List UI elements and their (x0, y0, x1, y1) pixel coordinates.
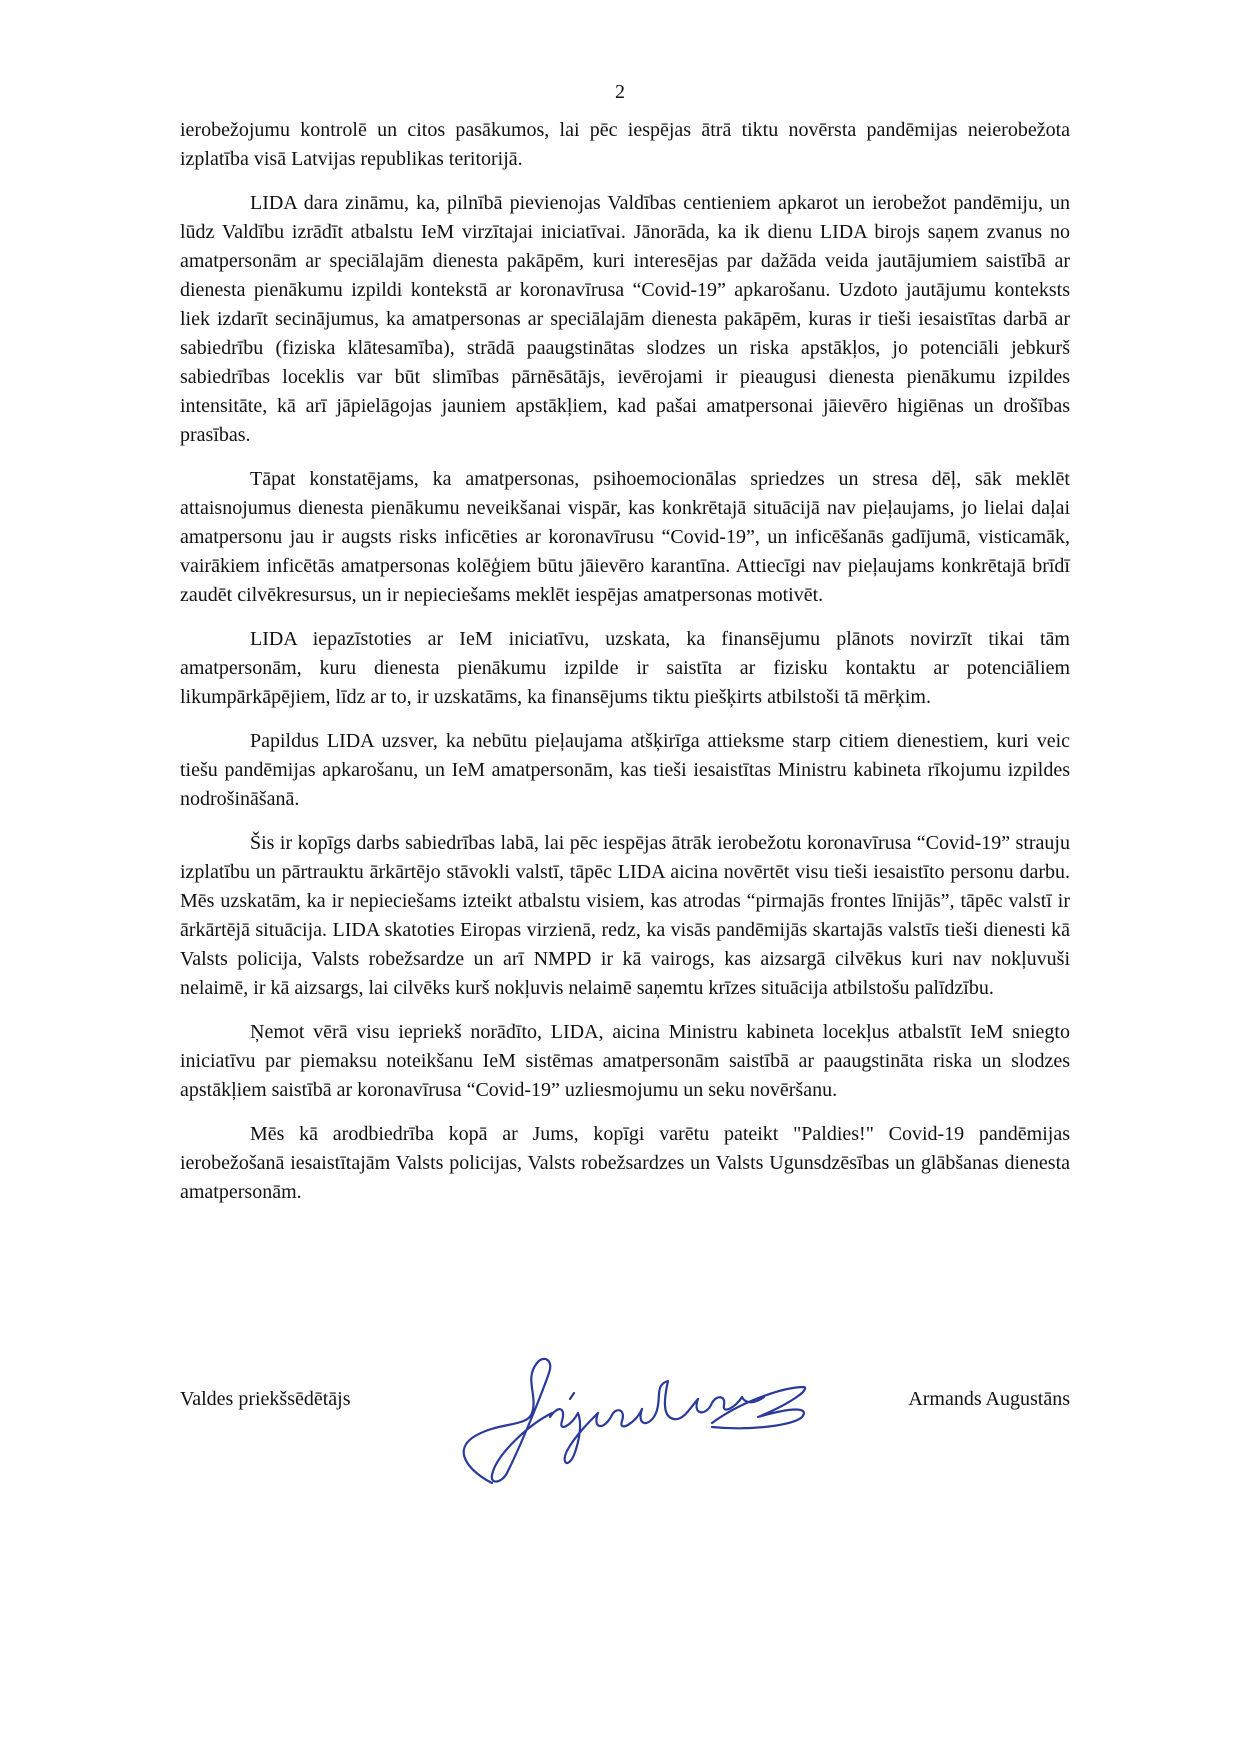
letter-body (180, 116, 1070, 1222)
paragraph-stress-concerns: Tāpat konstatējams, ka amatpersonas, psihoemocionālas spriedzes un stresa dēļ, sāk meklēt attaisnojumus dienesta pienākumu neveikšanai vispār, kas konkrētajā situācijā nav pieļaujams, jo lielai daļai amatpersonu jau ir augsts risks inficēties ar koronavīrusu “Covid-19”, un inficēšanās gadījumā, visticamāk, vairākiem inficētās amatpersonas kolēģiem būtu jāievēro karantīna. Attiecīgi nav pieļaujams konkrētajā brīdī zaudēt cilvēkresursus, un ir nepieciešams meklēt iespējas amatpersonas motivēt. (180, 468, 1070, 606)
paragraph-support-statement: LIDA dara zināmu, ka, pilnībā pievienojas Valdības centieniem apkarot un ierobežot pandēmiju, un lūdz Valdību izrādīt atbalstu IeM virzītajai iniciatīvai. Jānorāda, ka ik dienu LIDA birojs saņem zvanus no amatpersonām ar speciālajām dienesta pakāpēm, kuri interesējas par dažāda veida jautājumiem saistībā ar dienesta pienākumu izpildi kontekstā ar koronavīrusa “Covid-19” apkarošanu. Uzdoto jautājumu konteksts liek izdarīt secinājumus, ka amatpersonas ar speciālajām dienesta pakāpēm, kuras ir tieši iesaistītas darbā ar sabiedrību (fiziska klātesamība), strādā paaugstinātas slodzes un riska apstākļos, jo potenciāli jebkurš sabiedrības loceklis var būt slimības pārnēsātājs, ievērojami ir pieaugusi dienesta pienākumu izpildes intensitāte, kā arī jāpielāgojas jauniem apstākļiem, kad pašai amatpersonai jāievēro higiēnas un drošības prasības. (180, 192, 1070, 446)
paragraph-thanks: Mēs kā arodbiedrība kopā ar Jums, kopīgi varētu pateikt "Paldies!" Covid-19 pandēmijas ierobežošanā iesaistītajām Valsts policijas, Valsts robežsardzes un Valsts Ugunsdzēsības un glābšanas dienesta amatpersonām. (180, 1123, 1070, 1203)
paragraph-funding-view: LIDA iepazīstoties ar IeM iniciatīvu, uzskata, ka finansējumu plānots novirzīt tikai tām amatpersonām, kuru dienesta pienākumu izpilde ir saistīta ar fizisku kontaktu ar potenciāliem likumpārkāpējiem, līdz ar to, ir uzskatāms, ka finansējums tiktu piešķirts atbilstoši tā mērķim. (180, 628, 1070, 708)
page-number: 2 (615, 81, 625, 103)
signatory-name: Armands Augustāns (908, 1388, 1070, 1410)
handwritten-signature (412, 1343, 812, 1493)
signatory-role: Valdes priekšsēdētājs (180, 1388, 351, 1410)
paragraph-joint-effort: Šis ir kopīgs darbs sabiedrības labā, lai pēc iespējas ātrāk ierobežotu koronavīrusa “Covid-19” strauju izplatību un pārtrauktu ārkārtējo stāvokli valstī, tāpēc LIDA aicina novērtēt visu tieši iesaistīto personu darbu. Mēs uzskatām, ka ir nepieciešams izteikt atbalstu visiem, kas atrodas “pirmajās frontes līnijās”, tāpēc valstī ir ārkārtējā situācija. LIDA skatoties Eiropas virzienā, redz, ka visās pandēmijās skartajās valstīs tieši dienesti kā Valsts policija, Valsts robežsardze un arī NMPD ir kā vairogs, kas aizsargā cilvēkus kuri nav nokļuvuši nelaimē, ir kā aizsargs, lai cilvēks kurš nokļuvis nelaimē saņemtu krīzes situācija atbilstošu palīdzību. (180, 832, 1070, 999)
signature-block (180, 1375, 1070, 1495)
paragraph-equal-treatment: Papildus LIDA uzsver, ka nebūtu pieļaujama atšķirīga attieksme starp citiem dienestiem, kuri veic tiešu pandēmijas apkarošanu, un IeM amatpersonām, kas tieši iesaistītas Ministru kabineta rīkojumu izpildes nodrošināšanā. (180, 730, 1070, 810)
paragraph-continuation: ierobežojumu kontrolē un citos pasākumos, lai pēc iespējas ātrā tiktu novērsta pandēmijas neierobežota izplatība visā Latvijas republikas teritorijā. (180, 119, 1070, 170)
paragraph-call-to-cabinet: Ņemot vērā visu iepriekš norādīto, LIDA, aicina Ministru kabineta locekļus atbalstīt IeM sniegto iniciatīvu par piemaksu noteikšanu IeM sistēmas amatpersonām saistībā ar paaugstināta riska un slodzes apstākļiem saistībā ar koronavīrusa “Covid-19” uzliesmojumu un seku novēršanu. (180, 1021, 1070, 1101)
